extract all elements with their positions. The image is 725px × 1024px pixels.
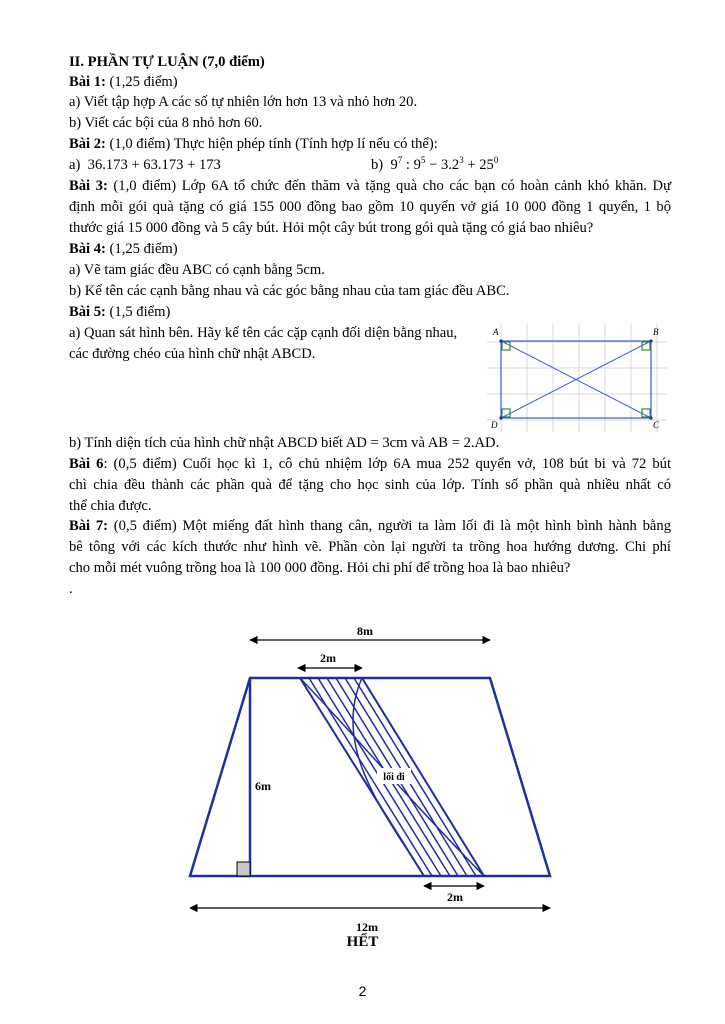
vertex-b-label: B <box>653 327 659 337</box>
bai3-label: Bài 3: <box>69 178 108 194</box>
rectangle-abcd-figure <box>487 324 667 432</box>
bai2-header <box>69 134 438 154</box>
bai3-line1 <box>69 176 671 196</box>
bai2-text: (1,0 điểm) Thực hiện phép tính (Tính hợp lí nếu có thể): <box>105 136 438 152</box>
bottom-base-label: 12m <box>356 920 378 934</box>
bai5-header <box>69 302 170 322</box>
bai2-b-exp: 5 <box>420 155 426 165</box>
bai1-b: b) Viết các bội của 8 nhỏ hơn 60. <box>69 115 263 131</box>
bai7-label: Bài 7: <box>69 518 109 534</box>
vertex-a-label: A <box>493 327 499 337</box>
bai6-line1 <box>69 454 671 474</box>
bai6-label: Bài 6 <box>69 456 104 472</box>
end-marker: HẾT <box>346 934 379 950</box>
bai2-label: Bài 2: <box>69 136 106 152</box>
height-label: 6m <box>255 779 271 793</box>
bai6-text: : (0,5 điểm) Cuối học kì 1, cô chủ nhiệm lớp 6A mua 252 quyển vở, 108 bút bi và 72 bút <box>103 456 671 472</box>
right-angle-mark <box>237 862 250 876</box>
bai3-line2: định mỗi gói quà tặng có giá 155 000 đồng bao gồm 10 quyển vở giá 10 000 đồng 1 quyển, 1 bộ <box>69 199 671 215</box>
bai7-line2: bê tông với các kích thước như hình vẽ. Phần còn lại người ta trồng hoa hướng dương. Chi phí <box>69 539 671 555</box>
bai2-b-term: + 25 <box>463 157 494 173</box>
top-base-label: 8m <box>357 624 373 638</box>
bai3-line3: thước giá 15 000 đồng và 5 cây bút. Hỏi một cây bút trong gói quà tặng có giá bao nhiêu? <box>69 220 594 236</box>
bai4-points: (1,25 điểm) <box>105 241 178 257</box>
bai3-text: (1,0 điểm) Lớp 6A tổ chức đến thăm và tặng quà cho các bạn có hoàn cảnh khó khăn. Dự <box>107 178 671 194</box>
bai4-b: b) Kể tên các cạnh bằng nhau và các góc bằng nhau của tam giác đều ABC. <box>69 283 510 299</box>
path-top-label: 2m <box>320 651 336 665</box>
bai2-a-label: a) <box>69 157 81 173</box>
bai7-text: (0,5 điểm) Một miếng đất hình thang cân, người ta làm lối đi là một hình bình hành bằng <box>108 518 671 534</box>
bai1-points: (1,25 điểm) <box>105 74 178 90</box>
bai4-label: Bài 4: <box>69 241 106 257</box>
bai4-header <box>69 239 178 259</box>
bai7-dot: . <box>69 581 73 597</box>
bai2-a <box>69 155 221 175</box>
bai2-b <box>371 155 498 175</box>
bai2-a-expr: 36.173 + 63.173 + 173 <box>87 157 221 173</box>
bai2-b-exp: 7 <box>397 155 403 165</box>
bai1-a: a) Viết tập hợp A các số tự nhiên lớn hơn 13 và nhỏ hơn 20. <box>69 94 418 110</box>
bai5-a2: các đường chéo của hình chữ nhật ABCD. <box>69 346 316 362</box>
bai2-b-label: b) <box>371 157 384 173</box>
trapezoid-figure <box>0 600 725 940</box>
bai2-b-term: 9 <box>390 157 398 173</box>
bai6-line3: thể chia được. <box>69 498 152 514</box>
vertex-d-label: D <box>491 420 498 430</box>
bai4-a: a) Vẽ tam giác đều ABC có cạnh bằng 5cm. <box>69 262 325 278</box>
bai5-b: b) Tính diện tích của hình chữ nhật ABCD biết AD = 3cm và AB = 2.AD. <box>69 435 500 451</box>
bai2-b-term: − 3.2 <box>425 157 460 173</box>
bai2-b-exp: 3 <box>459 155 464 165</box>
section-title: II. PHẦN TỰ LUẬN (7,0 điểm) <box>69 54 265 70</box>
figure-grid <box>487 324 667 432</box>
bai6-line2: chì chia đều thành các phần quà để tặng cho học sinh của lớp. Tính số phần quà nhiều nhất có <box>69 477 671 493</box>
bai2-b-term: : 9 <box>402 157 421 173</box>
path-label: lối đi <box>383 772 405 783</box>
path-bottom-label: 2m <box>447 890 463 904</box>
bai7-line1 <box>69 516 671 536</box>
page-number: 2 <box>358 983 367 999</box>
bai2-b-exp: 0 <box>493 155 499 165</box>
bai5-points: (1,5 điểm) <box>105 304 171 320</box>
vertex-c-label: C <box>653 420 660 430</box>
bai5-label: Bài 5: <box>69 304 106 320</box>
bai5-a1: a) Quan sát hình bên. Hãy kể tên các cặp cạnh đối diện bằng nhau, <box>69 325 458 341</box>
bai7-line3: cho mỗi mét vuông trồng hoa là 100 000 đồng. Hỏi chi phí để trồng hoa là bao nhiêu? <box>69 560 571 576</box>
bai1-label: Bài 1: <box>69 74 106 90</box>
bai1-header <box>69 72 178 92</box>
